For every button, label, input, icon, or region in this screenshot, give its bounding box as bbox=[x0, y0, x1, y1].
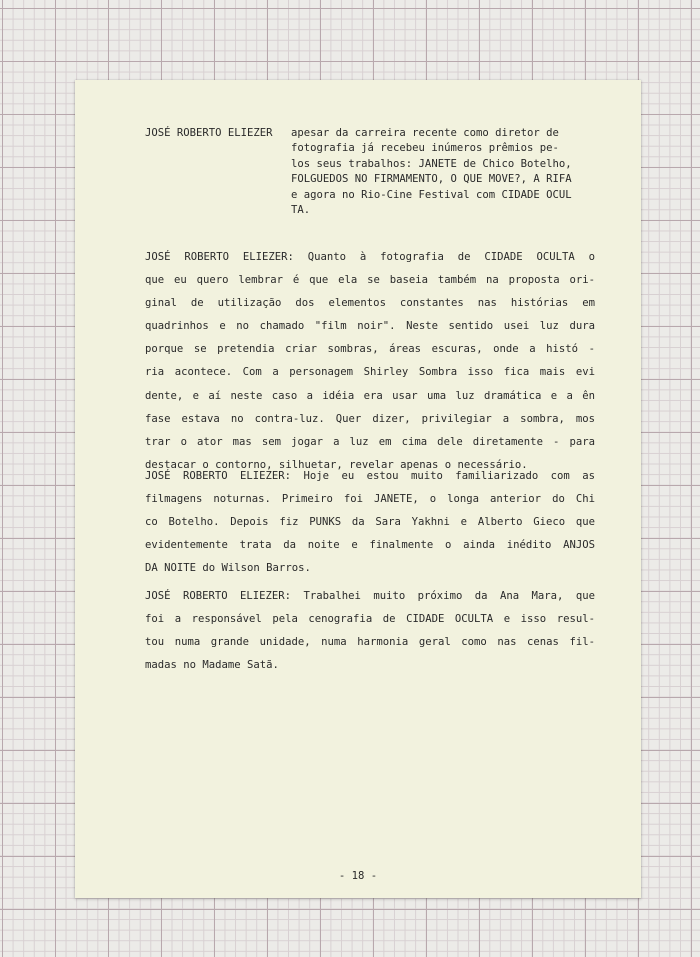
paragraph-line: que eu quero lembrar é que ela se baseia também na proposta ori- bbox=[145, 274, 595, 287]
intro-speaker: JOSÉ ROBERTO ELIEZER bbox=[145, 127, 273, 139]
intro-block bbox=[145, 126, 595, 218]
paragraph-line: JOSÉ ROBERTO ELIEZER: Hoje eu estou muito familiarizado com as bbox=[145, 470, 595, 482]
intro-line: los seus trabalhos: JANETE de Chico Botelho, bbox=[291, 157, 572, 170]
paragraph-line: porque se pretendia criar sombras, áreas escuras, onde a histó - bbox=[145, 343, 595, 356]
paragraph-line: fase estava no contra-luz. Quer dizer, privilegiar a sombra, mos bbox=[145, 412, 595, 425]
paragraph-line: filmagens noturnas. Primeiro foi JANETE, o longa anterior do Chi bbox=[145, 493, 595, 506]
paragraph-filmagens bbox=[145, 465, 595, 580]
paragraph-line: quadrinhos e no chamado "film noir". Neste sentido usei luz dura bbox=[145, 320, 595, 333]
paragraph-line: foi a responsável pela cenografia de CIDADE OCULTA e isso resul- bbox=[145, 613, 595, 626]
paragraph-line: JOSÉ ROBERTO ELIEZER: Quanto à fotografia de CIDADE OCULTA o bbox=[145, 251, 595, 263]
paragraph-line: ginal de utilização dos elementos constantes nas histórias em bbox=[145, 297, 595, 310]
paragraph-line: co Botelho. Depois fiz PUNKS da Sara Yakhni e Alberto Gieco que bbox=[145, 516, 595, 529]
paragraph-cenografia bbox=[145, 585, 595, 677]
paragraph-line: madas no Madame Satã. bbox=[145, 659, 279, 672]
intro-line: apesar da carreira recente como diretor de bbox=[291, 127, 559, 139]
paragraph-line: destacar o contorno, silhuetar, revelar apenas o necessário. bbox=[145, 458, 528, 471]
intro-line: fotografia já recebeu inúmeros prêmios pe- bbox=[291, 142, 559, 155]
intro-line: FOLGUEDOS NO FIRMAMENTO, O QUE MOVE?, A RIFA bbox=[291, 173, 572, 186]
paragraph-line: trar o ator mas sem jogar a luz em cima dele diretamente - para bbox=[145, 435, 595, 448]
intro-line: e agora no Rio-Cine Festival com CIDADE OCUL bbox=[291, 188, 572, 201]
page-number: - 18 - bbox=[338, 870, 378, 882]
paragraph-line: DA NOITE do Wilson Barros. bbox=[145, 562, 311, 575]
paragraph-line: tou numa grande unidade, numa harmonia geral como nas cenas fil- bbox=[145, 636, 595, 649]
paragraph-line: dente, e aí neste caso a idéia era usar uma luz dramática e a ên bbox=[145, 389, 595, 402]
paragraph-line: ria acontece. Com a personagem Shirley Sombra isso fica mais evi bbox=[145, 366, 595, 379]
intro-line: TA. bbox=[291, 204, 311, 217]
paragraph-fotografia bbox=[145, 246, 595, 477]
typewritten-page bbox=[75, 80, 641, 898]
paragraph-line: JOSÉ ROBERTO ELIEZER: Trabalhei muito próximo da Ana Mara, que bbox=[145, 590, 595, 602]
paragraph-line: evidentemente trata da noite e finalmente o ainda inédito ANJOS bbox=[145, 539, 595, 552]
